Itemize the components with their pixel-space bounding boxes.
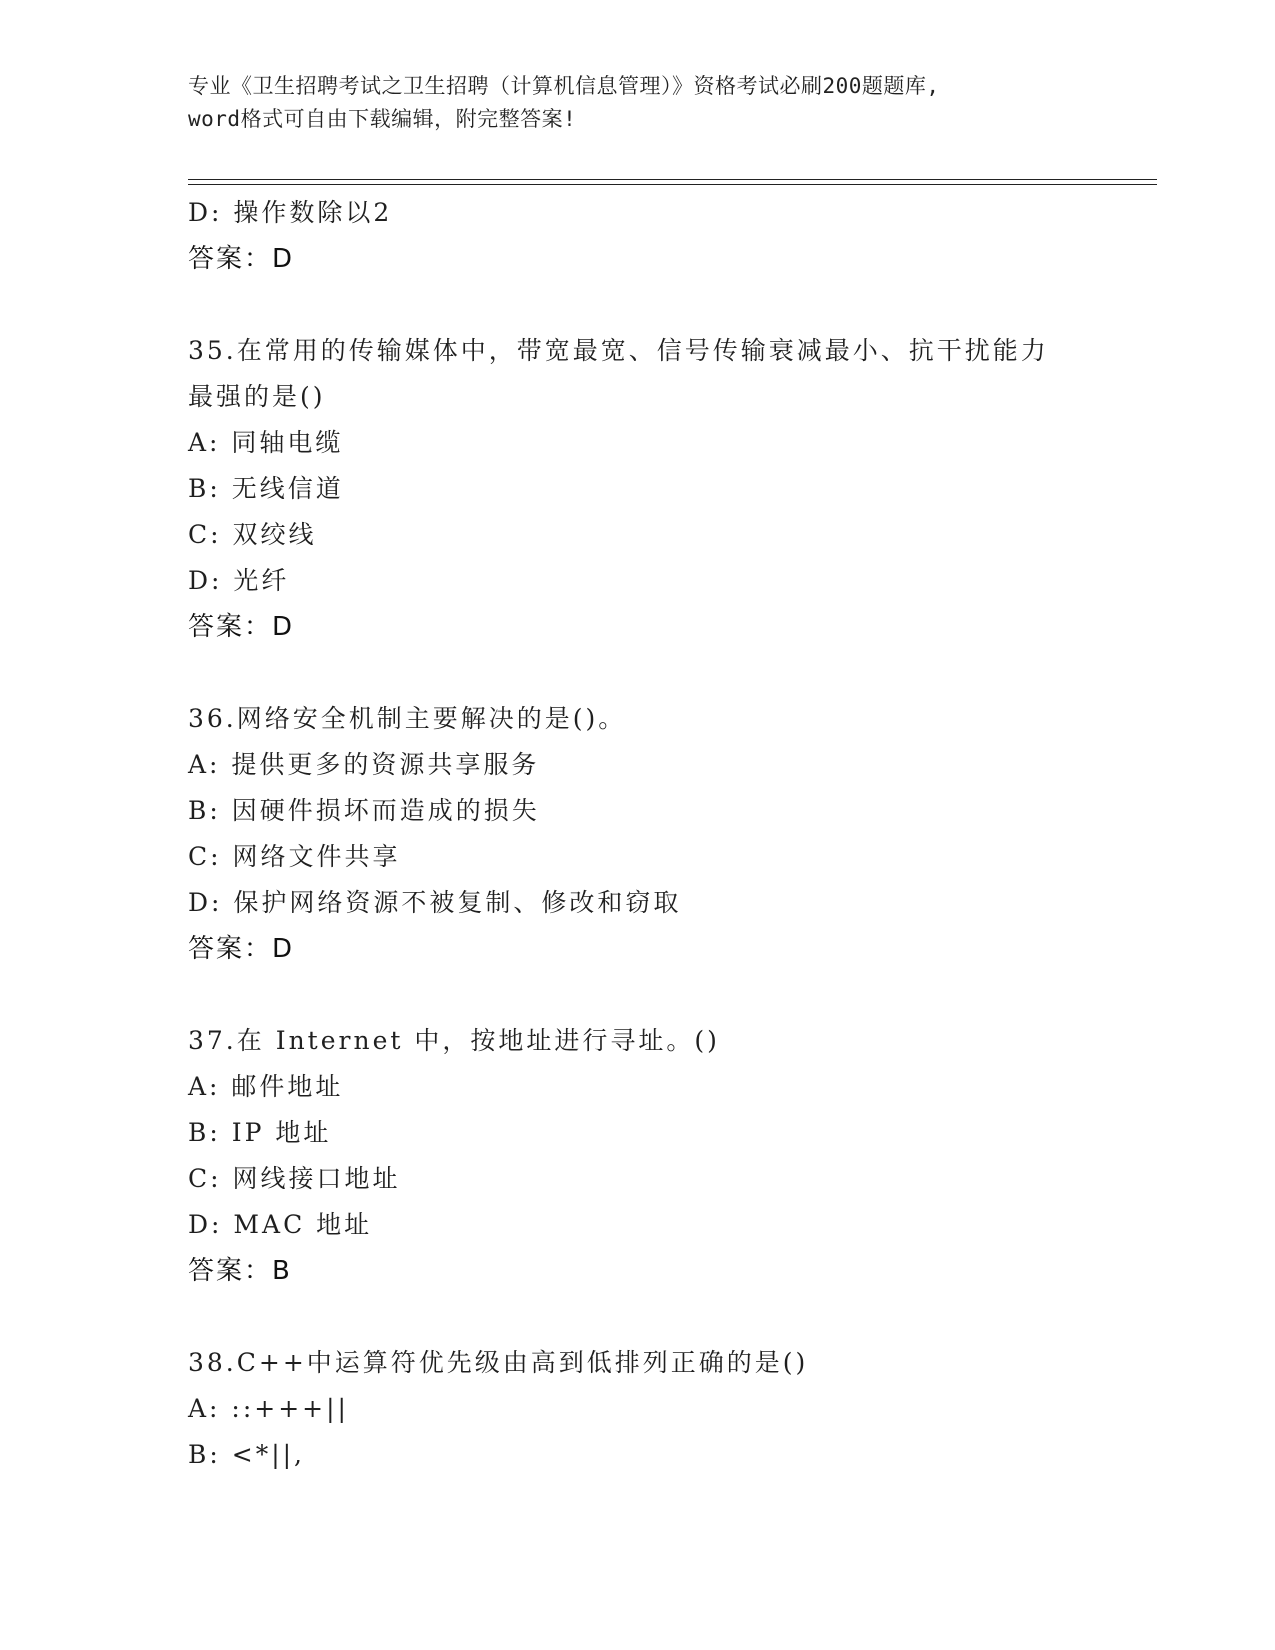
option-b: B: 因硬件损坏而造成的损失 [188, 796, 540, 825]
option-c: C: 双绞线 [188, 520, 317, 549]
option-a: A: ::+++|| [188, 1394, 349, 1423]
previous-question-fragment [188, 190, 1157, 282]
header-title-line: 专业《卫生招聘考试之卫生招聘（计算机信息管理）》资格考试必刷200题题库, [188, 74, 940, 98]
option-d: D: 光纤 [188, 566, 290, 595]
option-b: B: 无线信道 [188, 474, 344, 503]
question-35 [188, 328, 1157, 650]
spacer [188, 282, 1157, 328]
answer-line: 答案：B [188, 1256, 292, 1286]
option-a: A: 提供更多的资源共享服务 [188, 750, 540, 779]
question-list [188, 190, 1157, 1478]
spacer [188, 1294, 1157, 1340]
header-divider-top [188, 179, 1157, 180]
question-stem: 35.在常用的传输媒体中，带宽最宽、信号传输衰减最小、抗干扰能力 [188, 336, 1049, 365]
option-c: C: 网线接口地址 [188, 1164, 401, 1193]
question-stem: 37.在 Internet 中，按地址进行寻址。() [188, 1026, 720, 1055]
question-stem: 36.网络安全机制主要解决的是()。 [188, 704, 627, 733]
option-c: C: 网络文件共享 [188, 842, 401, 871]
question-36 [188, 696, 1157, 972]
option-a: A: 邮件地址 [188, 1072, 344, 1101]
option-d: D: 保护网络资源不被复制、修改和窃取 [188, 888, 682, 917]
document-header [188, 70, 1088, 136]
option-b: B: <*||, [188, 1440, 305, 1469]
header-subtitle-line: word格式可自由下载编辑，附完整答案! [188, 107, 577, 131]
answer-line: 答案：D [188, 244, 295, 274]
answer-line: 答案：D [188, 934, 295, 964]
question-37 [188, 1018, 1157, 1294]
answer-line: 答案：D [188, 612, 295, 642]
spacer [188, 650, 1157, 696]
question-stem-continued: 最强的是() [188, 382, 326, 411]
question-38 [188, 1340, 1157, 1478]
question-stem: 38.C++中运算符优先级由高到低排列正确的是() [188, 1348, 809, 1377]
spacer [188, 972, 1157, 1018]
header-divider-bottom [188, 184, 1157, 185]
option-d: D: MAC 地址 [188, 1210, 373, 1239]
option-b: B: IP 地址 [188, 1118, 332, 1147]
option-d: D: 操作数除以2 [188, 198, 393, 227]
option-a: A: 同轴电缆 [188, 428, 344, 457]
